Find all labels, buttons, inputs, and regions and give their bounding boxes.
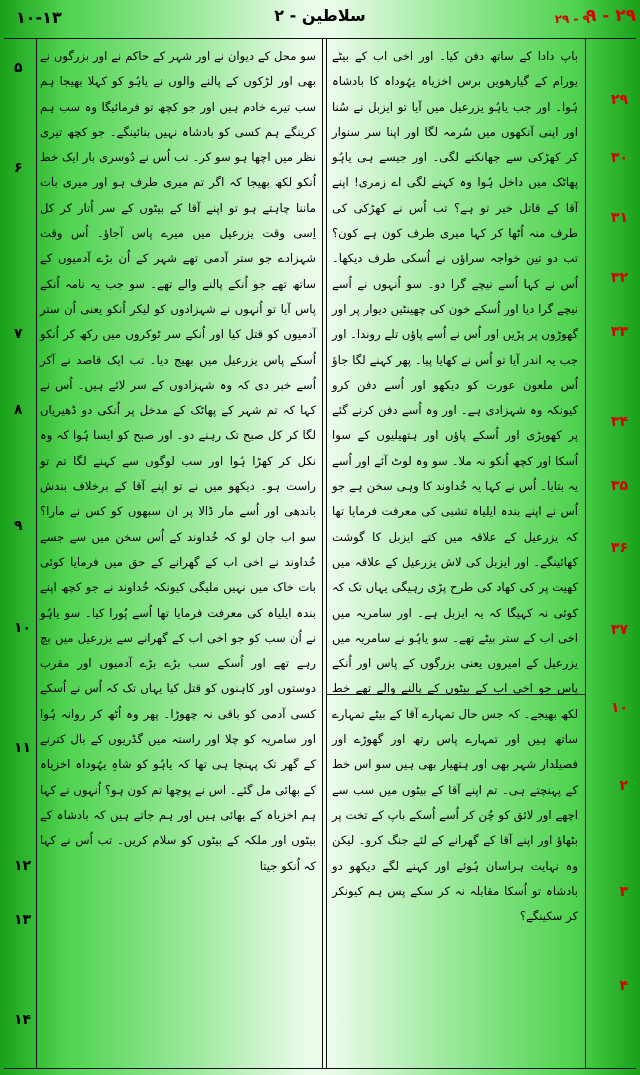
left-verse-number: ۹	[14, 518, 23, 534]
right-verse-number: ۳۳	[610, 324, 628, 340]
left-verse-number: ۱۴	[14, 1012, 32, 1028]
left-verse-number: ۷	[14, 326, 23, 342]
right-verse-number: ۳۵	[610, 478, 628, 494]
right-verse-number: ۳۰	[610, 150, 628, 166]
column-divider-left	[322, 38, 323, 1068]
right-column-text: باپ دادا کے ساتھ دفن کیا۔ اور اخی اب کے بیٹے یورام کے گیارھویں برس اخزیاہ یہُوداہ کا بادشاہ ہُوا۔ اور جب یاہُو یزرعیل میں آیا تو ایزبل نے سُنا اور اپنی آنکھوں میں سُرمہ لگا اور اپنا سر سنوار کر کھڑکی سے جھانکنے لگی۔ اور جیسے ہی یاہُو پھاٹک میں داخل ہُوا وہ کہنے لگی اے زمری! اپنے آقا کے قاتل خیر تو ہے؟ تب اُس نے کھڑکی کی طرف منہ اُٹھا کر کہا میری طرف کون ہے کون؟ تب دو تین خواجہ سراؤں نے اُسکی طرف دیکھا۔ اُس نے کہا اُسے نیچے گرا دو۔ سو اُنہوں نے اُسے نیچے گرا دیا اور اُسکے خون کی چھینٹیں دیوار پر اور گھوڑوں پر پڑیں اور اُس نے اُسے پاؤں تلے روندا۔ اور جب یہ اندر آیا تو اُس نے کھایا پیا۔ پھر کہنے لگا جاؤ اُس ملعون عورت کو دیکھو اور اُسے دفن کرو کیونکہ وہ شہزادی ہے۔ اور وہ اُسے دفن کرنے گئے پر کھوپڑی اور اُسکے پاؤں اور ہتھیلیوں کے سوا اُسکا اور کچھ اُنکو نہ ملا۔ سو وہ لوٹ آئے اور اُسے یہ بتایا۔ اُس نے کہا یہ خُداوند کا وہی سخن ہے جو اُس نے اپنے بندہ ایلیاہ تشبی کی معرفت فرمایا تھا کہ یزرعیل کے علاقہ میں کتے ایزبل کا گوشت کھائینگے۔ اور ایزبل کی لاش یزرعیل کے علاقہ میں کھیت پر کی کھاد کی طرح پڑی رہیگی یہاں تک کہ کوئی نہ کہیگا کہ یہ ایزبل ہے۔ اور سامریہ میں اخی اب کے ستر بیٹے تھے۔ سو یاہُو نے سامریہ میں یزرعیل کے امیروں یعنی بزرگوں کے پاس اور اُنکے پاس جو اخی اب کے بیٹوں کے پالنے والے تھے خط لکھ بھیجے۔ کہ جس حال تمہارے آقا کے بیٹے تمہارے ساتھ ہیں اور تمہارے پاس رتھ اور گھوڑے اور فصیلدار شہر بھی اور ہتھیار بھی ہیں سو اس خط کے پہنچتے ہی۔ تم اپنے آقا کے بیٹوں میں سب سے اچھے اور لائق کو چُن کر اُسے اُسکے باپ کے تخت پر بٹھاؤ اور اپنے آقا کے گھرانے کے لئے جنگ کرو۔ لیکن وہ نہایت ہراسان ہُوئے اور کہنے لگے دیکھو دو بادشاہ تو اُسکا مقابلہ نہ کر سکے پس ہم کیونکر کر سکینگے؟	[332, 49, 578, 924]
right-verse-number: ۲	[619, 778, 628, 794]
left-verse-number: ۶	[14, 160, 23, 176]
footer-divider	[4, 1068, 636, 1069]
right-verse-number: ۳۶	[610, 540, 628, 556]
book-title: ۲ - سلاطین	[274, 6, 366, 25]
left-chapter-range: ۱۰-۱۳	[16, 8, 62, 27]
left-verse-number: ۱۱	[14, 740, 32, 756]
right-text-column	[332, 44, 578, 1059]
right-verse-number: ۳	[619, 884, 628, 900]
left-verse-number: ۱۳	[14, 912, 32, 928]
left-verse-number: ۸	[14, 402, 23, 418]
right-verse-number: ۳۱	[610, 210, 628, 226]
right-verse-number: ۳۲	[610, 270, 628, 286]
left-margin-line	[36, 38, 37, 1068]
left-column-text: سو محل کے دیوان نے اور شہر کے حاکم نے اور بزرگوں نے بھی اور لڑکوں کے پالنے والوں نے یاہُو کو کہلا بھیجا ہم سب تیرے خادم ہیں اور جو کچھ تو فرمائیگا وہ سب ہم کرینگے ہم کسی کو بادشاہ نہیں بنائینگے۔ جو کچھ تیری نظر میں اچھا ہو سو کر۔ تب اُس نے دُوسری بار ایک خط اُنکو لکھ بھیجا کہ اگر تم میری طرف ہو اور میری بات ماننا چاہتے ہو تو اپنے آقا کے بیٹوں کے سر اُتار کر کل اِسی وقت یزرعیل میں میرے پاس آجاؤ۔ اُس وقت شہزادے جو ستر آدمی تھے شہر کے اُن بڑے آدمیوں کے ساتھ تھے جو اُنکے پالنے والے تھے۔ سو جب یہ نامہ اُنکے پاس آیا تو اُنہوں نے شہزادوں کو لیکر اُنکو یعنی اُن ستر آدمیوں کو قتل کیا اور اُنکے سر ٹوکروں میں رکھ کر اُنکو اُسکے پاس یزرعیل میں بھیج دیا۔ تب ایک قاصد نے آکر اُسے خبر دی کہ وہ شہزادوں کے سر لائے ہیں۔ اُس نے کہا کہ تم شہر کے پھاٹک کے مدخل پر اُنکی دو ڈھیریاں لگا کر کل صبح تک رہنے دو۔ اور صبح کو ایسا ہُوا کہ وہ نکل کر کھڑا ہُوا اور سب لوگوں سے کہنے لگا تم تو راست ہو۔ دیکھو میں نے تو اپنے آقا کے برخلاف بندش باندھی اور اُسے مار ڈالا پر ان سبھوں کو کس نے مارا؟ سو اب جان لو کہ خُداوند کے اُس سخن میں سے جسے خُداوند نے اخی اب کے گھرانے کے حق میں فرمایا کوئی بات خاک میں نہیں ملیگی کیونکہ خُداوند نے جو کچھ اپنے بندہ ایلیاہ کی معرفت فرمایا تھا اُسے پُورا کیا۔ سو یاہُو نے اُن سب کو جو اخی اب کے گھرانے سے یزرعیل میں بچ رہے تھے اور اُسکے سب بڑے بڑے آدمیوں اور مقرب دوستوں اور کاہنوں کو قتل کیا یہاں تک کہ اُس نے اُسکے کسی آدمی کو باقی نہ چھوڑا۔ پھر وہ اُٹھ کر روانہ ہُوا اور سامریہ کو چلا اور راستہ میں گڈریوں کے بال کترنے کے گھر تک پہنچا ہی تھا کہ یاہُو کو شاہِ یہُوداہ اخزیاہ کے بھائی مل گئے۔ اس نے پوچھا تم کون ہو؟ اُنہوں نے کہا ہم اخزیاہ کے بھائی ہیں اور ہم جاتے ہیں کہ بادشاہ کے بیٹوں اور ملکہ کے بیٹوں کو سلام کریں۔ تب اُس نے کہا کہ اُنکو جیتا	[40, 49, 316, 873]
right-chapter-range: ۹ - ۲۹	[585, 6, 636, 26]
right-verse-number: ۴	[619, 978, 628, 994]
column-divider-right	[326, 38, 327, 1068]
left-verse-number: ۱۲	[14, 858, 32, 874]
right-verse-number: ۳۷	[610, 622, 628, 638]
right-margin-line	[585, 38, 586, 1068]
right-chapter-range-inner: ۲۹ - ۹	[554, 12, 590, 26]
left-text-column	[40, 44, 316, 1059]
header-divider	[4, 38, 636, 39]
right-verse-number: ۱۰	[610, 700, 628, 716]
right-verse-number: ۳۴	[610, 414, 628, 430]
left-verse-number: ۱۰	[14, 620, 32, 636]
right-verse-number: ۲۹	[610, 92, 628, 108]
left-verse-number: ۵	[14, 60, 23, 76]
page-header	[0, 0, 640, 38]
